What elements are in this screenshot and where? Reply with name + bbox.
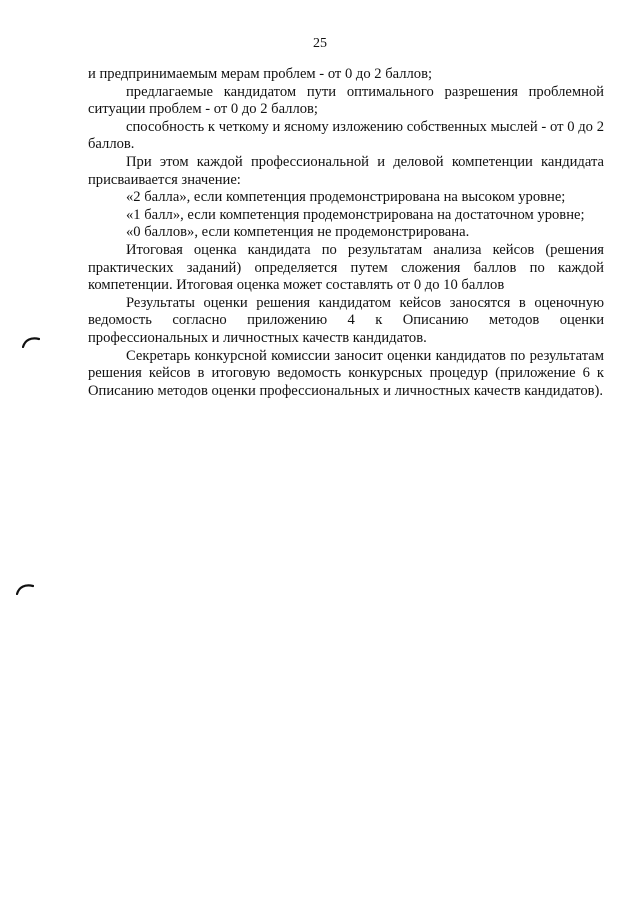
page-number: 25 [313,36,327,51]
body-text [88,66,604,400]
paragraph: «0 баллов», если компетенция не продемонстрирована. [126,224,470,241]
paragraph: Секретарь конкурсной комиссии заносит оценки кандидатов по результатам решения кейсов в итоговую ведомость конкурсных процедур (приложение 6 к Описанию методов оценки профессиональных и личностных качеств кандидатов). [88,347,604,399]
punch-hole-mark-icon [22,336,40,348]
paragraph: предлагаемые кандидатом пути оптимального разрешения проблемной ситуации проблем - от 0 до 2 баллов; [88,83,604,118]
punch-hole-mark-icon [16,583,34,595]
paragraph: способность к четкому и ясному изложению собственных мыслей - от 0 до 2 баллов. [88,118,604,153]
paragraph: и предпринимаемым мерам проблем - от 0 до 2 баллов; [88,66,433,82]
paragraph: Результаты оценки решения кандидатом кейсов заносятся в оценочную ведомость согласно приложению 4 к Описанию методов оценки профессиональных и личностных качеств кандидатов. [88,294,604,346]
paragraph: «1 балл», если компетенция продемонстрирована на достаточном уровне; [126,206,585,223]
paragraph: «2 балла», если компетенция продемонстрирована на высоком уровне; [126,189,566,206]
paragraph: Итоговая оценка кандидата по результатам анализа кейсов (решения практических заданий) определяется путем сложения баллов по каждой компетенции. Итоговая оценка может составлять от 0 до 10 баллов [88,241,604,294]
paragraph: При этом каждой профессиональной и деловой компетенции кандидата присваивается значение: [88,153,604,188]
